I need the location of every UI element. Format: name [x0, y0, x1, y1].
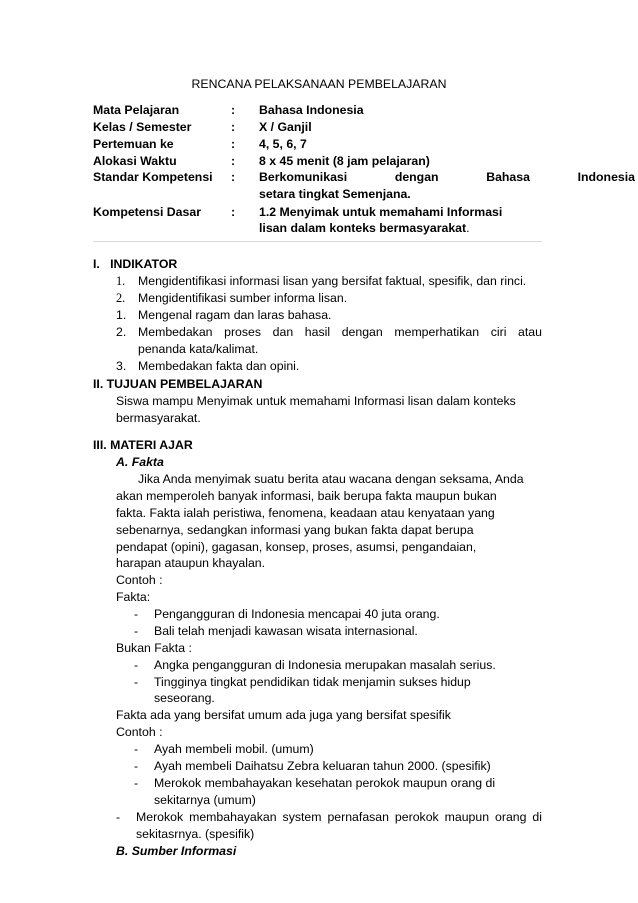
dash-bullet: - [134, 675, 139, 689]
meta-colon: : [231, 120, 236, 134]
dash-bullet: - [134, 624, 139, 638]
paragraph-line: Siswa mampu Menyimak untuk memahami Informasi lisan dalam konteks [116, 394, 516, 408]
paragraph-line: bermasyarakat. [116, 411, 201, 425]
paragraph-line: Jika Anda menyimak suatu berita atau wacana dengan seksama, Anda [138, 472, 524, 486]
meta-value: 8 x 45 menit (8 jam pelajaran) [259, 154, 430, 168]
subheading-sumber-informasi: B. Sumber Informasi [116, 844, 237, 858]
meta-value: X / Ganjil [259, 120, 312, 134]
list-item: Membedakan proses dan hasil dengan memperhatikan ciri atau [138, 325, 542, 339]
list-item-cont: seseorang. [154, 691, 215, 705]
list-item: Pengangguran di Indonesia mencapai 40 juta orang. [154, 607, 440, 621]
meta-label: Kelas / Semester [93, 120, 192, 134]
document-title: RENCANA PELAKSANAAN PEMBELAJARAN [191, 77, 447, 91]
paragraph-line: harapan ataupun khayalan. [116, 556, 266, 570]
list-item: Tingginya tingkat pendidikan tidak menjamin sukses hidup [154, 675, 471, 689]
list-item: Mengenal ragam dan laras bahasa. [138, 308, 332, 322]
meta-colon: : [231, 170, 236, 184]
meta-value: 4, 5, 6, 7 [259, 137, 307, 151]
list-item-cont: penanda kata/kalimat. [138, 342, 259, 356]
meta-label: Standar Kompetensi [93, 170, 213, 184]
paragraph-line: sebenarnya, sedangkan informasi yang bukan fakta dapat berupa [116, 523, 474, 537]
list-item-cont: sekitasrnya. (spesifik) [136, 827, 255, 841]
label-contoh: Contoh : [116, 573, 163, 587]
dash-bullet: - [134, 776, 139, 790]
list-item: Angka pengangguran di Indonesia merupakan masalah serius. [154, 658, 496, 672]
list-number: 2. [116, 325, 127, 339]
dash-bullet: - [134, 658, 139, 672]
meta-label: Mata Pelajaran [93, 103, 180, 117]
list-number: 2. [116, 291, 126, 305]
meta-value [259, 220, 470, 237]
list-item-cont: sekitarnya (umum) [154, 793, 256, 807]
meta-colon: : [231, 137, 236, 151]
list-item: Ayah membeli Daihatsu Zebra keluaran tahun 2000. (spesifik) [154, 759, 491, 773]
list-item: Merokok membahayakan kesehatan perokok maupun orang di [154, 776, 496, 790]
dash-bullet: - [134, 742, 139, 756]
paragraph-line: pendapat (opini), gagasan, konsep, proses, asumsi, pengandaian, [116, 540, 477, 554]
subheading-fakta: A. Fakta [116, 455, 164, 469]
list-item: Merokok membahayakan system pernafasan perokok maupun orang di [136, 810, 542, 824]
label-fakta: Fakta: [116, 590, 151, 604]
meta-value: setara tingkat Semenjana. [259, 187, 411, 201]
list-item: Mengidentifikasi sumber informa lisan. [138, 291, 348, 305]
meta-colon: : [231, 103, 236, 117]
paragraph-line: akan memperoleh banyak informasi, baik berupa fakta maupun bukan [116, 489, 497, 503]
list-item: Membedakan fakta dan opini. [138, 359, 300, 373]
list-item: Mengidentifikasi informasi lisan yang bersifat faktual, spesifik, dan rinci. [138, 274, 527, 288]
meta-value-tail: . [466, 221, 470, 235]
meta-label: Kompetensi Dasar [93, 205, 201, 219]
meta-value: 1.2 Menyimak untuk memahami Informasi [259, 205, 503, 219]
section-heading-tujuan: II. TUJUAN PEMBELAJARAN [93, 377, 263, 391]
divider [93, 241, 542, 242]
paragraph-line: fakta. Fakta ialah peristiwa, fenomena, keadaan atau kenyataan yang [116, 506, 495, 520]
dash-bullet: - [134, 759, 139, 773]
list-number: 1. [116, 308, 127, 322]
label-contoh: Contoh : [116, 725, 163, 739]
meta-value: Bahasa Indonesia [259, 103, 364, 117]
meta-label: Alokasi Waktu [93, 154, 177, 168]
list-number: 1. [116, 274, 126, 288]
section-heading-indikator: I. INDIKATOR [93, 257, 178, 271]
list-number: 3. [116, 359, 127, 373]
meta-label: Pertemuan ke [93, 137, 174, 151]
list-item: Bali telah menjadi kawasan wisata internasional. [154, 624, 418, 638]
label-bukan-fakta: Bukan Fakta : [116, 641, 192, 655]
meta-value: Berkomunikasi dengan Bahasa Indonesia [259, 170, 635, 184]
dash-bullet: - [134, 607, 139, 621]
meta-colon: : [231, 154, 236, 168]
paragraph-line: Fakta ada yang bersifat umum ada juga yang bersifat spesifik [116, 708, 451, 722]
meta-value-text: lisan dalam konteks bermasyarakat [259, 221, 467, 235]
dash-bullet: - [116, 810, 121, 824]
section-heading-materi: III. MATERI AJAR [93, 438, 193, 452]
list-item: Ayah membeli mobil. (umum) [154, 742, 314, 756]
meta-colon: : [231, 205, 236, 219]
